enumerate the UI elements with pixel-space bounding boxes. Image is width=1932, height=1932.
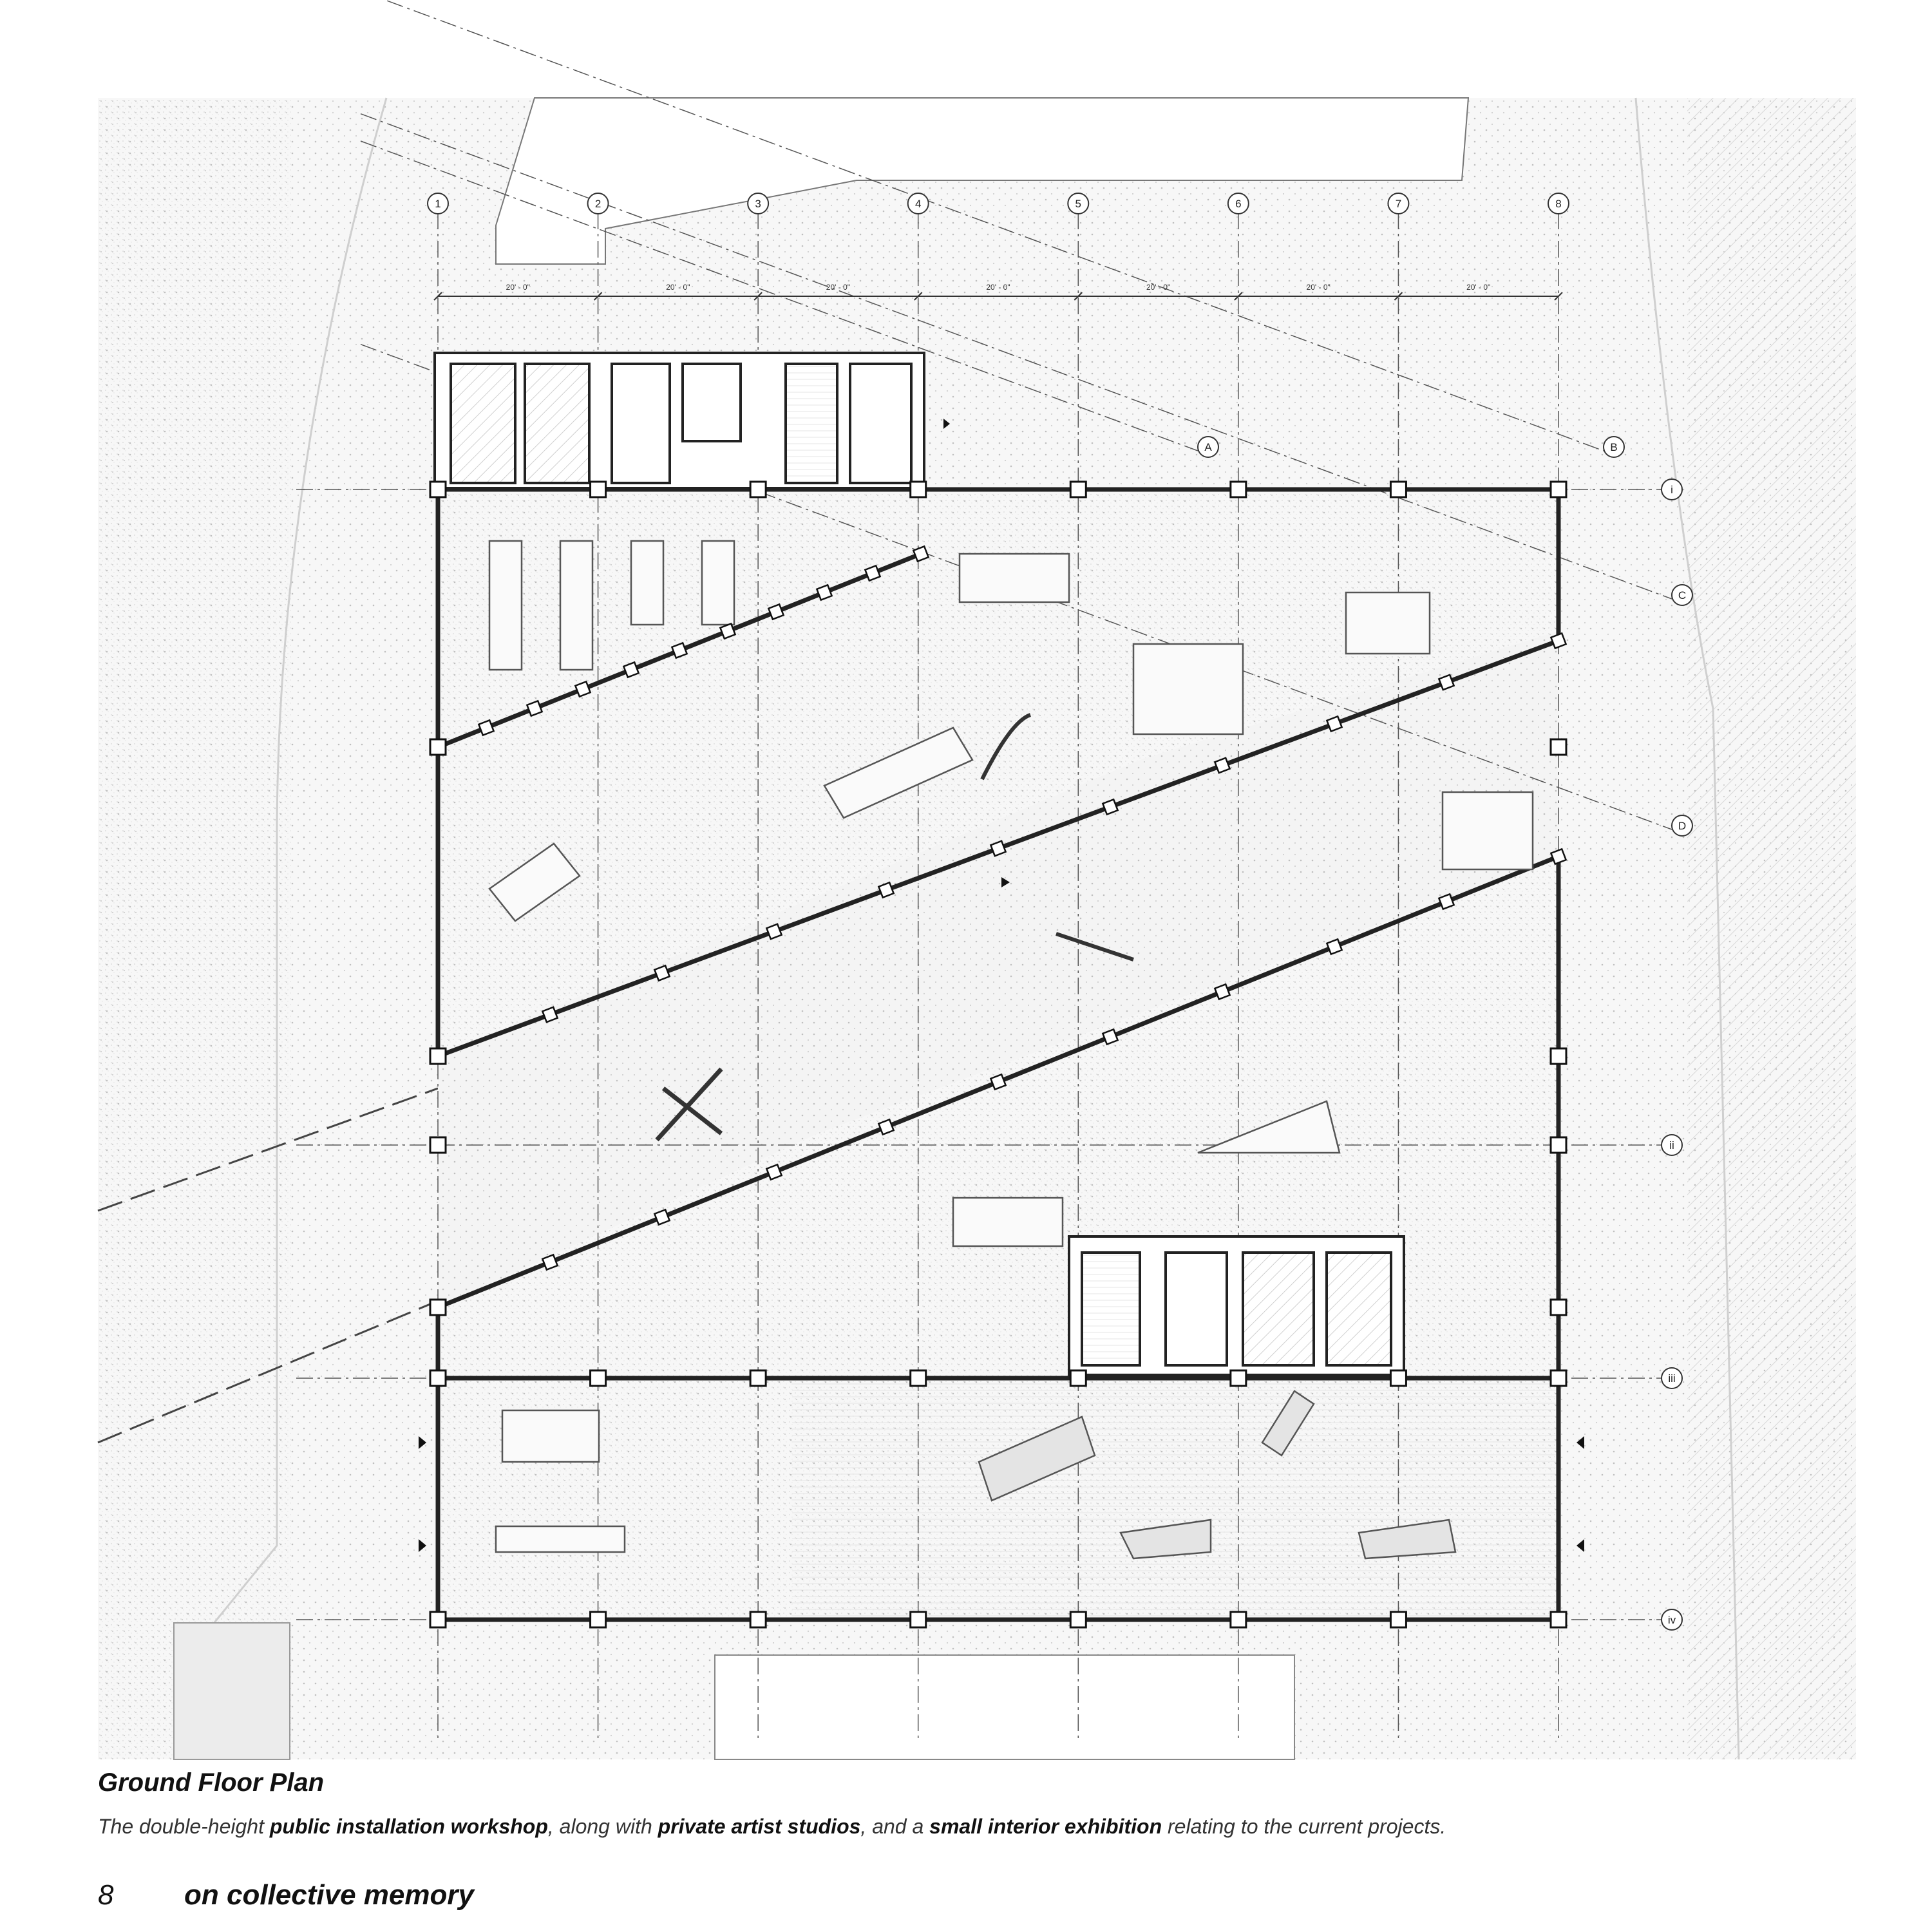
column	[591, 482, 606, 497]
column	[1231, 482, 1246, 497]
svg-text:4: 4	[914, 198, 922, 210]
column	[430, 1370, 446, 1386]
column	[591, 1370, 606, 1386]
column	[430, 1612, 446, 1627]
column	[1070, 482, 1086, 497]
bay-dimension-label: 20' - 0"	[666, 283, 690, 292]
grid-bubble-ii	[1662, 1135, 1682, 1155]
description-text-4: relating to the current projects.	[1162, 1815, 1446, 1838]
column	[591, 1612, 606, 1627]
column	[1231, 1612, 1246, 1627]
bay-dimension-label: 20' - 0"	[826, 283, 851, 292]
page-number: 8	[98, 1879, 114, 1911]
bay-dimension-label: 20' - 0"	[506, 283, 530, 292]
grid-bubble-4	[908, 193, 929, 214]
plan-title: Ground Floor Plan	[98, 1768, 325, 1797]
description-bold-3: small interior exhibition	[929, 1815, 1162, 1838]
svg-text:3: 3	[755, 198, 761, 210]
column	[750, 1612, 766, 1627]
column	[430, 1048, 446, 1064]
grid-bubble-A	[1198, 437, 1218, 457]
page-heading: on collective memory	[184, 1879, 474, 1911]
svg-text:6: 6	[1235, 198, 1242, 210]
grid-bubble-2	[588, 193, 609, 214]
column	[430, 739, 446, 755]
column	[430, 1300, 446, 1315]
bay-dimension-label: 20' - 0"	[986, 283, 1010, 292]
bay-dimension-label: 20' - 0"	[1146, 283, 1171, 292]
grid-bubble-5	[1068, 193, 1088, 214]
column	[1070, 1370, 1086, 1386]
column	[1231, 1370, 1246, 1386]
grid-bubble-7	[1388, 193, 1408, 214]
grid-bubble-B	[1604, 437, 1624, 457]
bay-dimension-label: 20' - 0"	[1466, 283, 1491, 292]
svg-text:7: 7	[1395, 198, 1402, 210]
bay-dimension-label: 20' - 0"	[1306, 283, 1331, 292]
column	[1551, 1300, 1566, 1315]
svg-text:2: 2	[594, 198, 601, 210]
column	[750, 482, 766, 497]
svg-text:8: 8	[1555, 198, 1562, 210]
column	[911, 482, 926, 497]
svg-text:D: D	[1678, 820, 1687, 832]
svg-text:ii: ii	[1669, 1139, 1674, 1151]
column	[1390, 482, 1406, 497]
svg-text:iii: iii	[1668, 1372, 1676, 1385]
description-bold-2: private artist studios	[658, 1815, 861, 1838]
north-service-block	[435, 353, 924, 488]
column	[1551, 1048, 1566, 1064]
grid-bubble-i	[1662, 479, 1682, 500]
grid-bubble-1	[428, 193, 448, 214]
description-text-3: , and a	[860, 1815, 930, 1838]
column	[750, 1370, 766, 1386]
grid-bubble-3	[748, 193, 768, 214]
svg-text:i: i	[1671, 484, 1673, 496]
svg-text:iv: iv	[1667, 1614, 1676, 1626]
grid-bubble-D	[1672, 815, 1692, 836]
column	[1070, 1612, 1086, 1627]
column	[1390, 1370, 1406, 1386]
column	[430, 1137, 446, 1153]
column	[1551, 739, 1566, 755]
description-bold-1: public installation workshop	[269, 1815, 548, 1838]
south-service-block	[1069, 1236, 1404, 1375]
description-text-1: The double-height	[98, 1815, 270, 1838]
column	[911, 1370, 926, 1386]
svg-text:B: B	[1610, 441, 1618, 453]
column	[430, 482, 446, 497]
svg-text:1: 1	[435, 198, 441, 210]
grid-bubble-C	[1672, 585, 1692, 605]
plan-description	[98, 1815, 1837, 1839]
column	[1551, 1370, 1566, 1386]
adjacent-building-south	[715, 1655, 1294, 1759]
column	[1551, 1612, 1566, 1627]
grid-bubble-6	[1228, 193, 1249, 214]
svg-text:5: 5	[1075, 198, 1082, 210]
column	[1551, 482, 1566, 497]
svg-text:C: C	[1678, 589, 1687, 601]
grid-bubble-iii	[1662, 1368, 1682, 1388]
column	[911, 1612, 926, 1627]
svg-text:A: A	[1204, 441, 1212, 453]
description-text-2: , along with	[547, 1815, 658, 1838]
column	[1390, 1612, 1406, 1627]
grid-bubble-iv	[1662, 1609, 1682, 1630]
grid-bubble-8	[1548, 193, 1569, 214]
column	[1551, 1137, 1566, 1153]
